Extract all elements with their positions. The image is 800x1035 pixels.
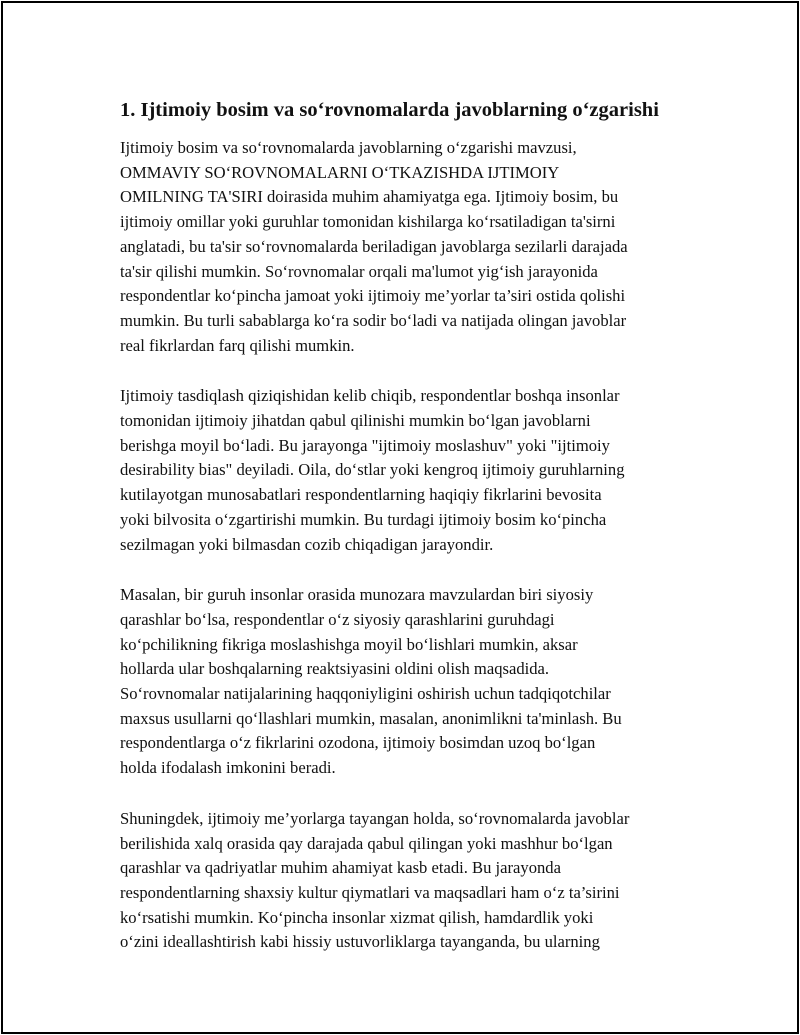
- text-line: berishga moyil bo‘ladi. Bu jarayonga "ijtimoiy moslashuv" yoki "ijtimoiy: [120, 435, 610, 455]
- paragraph-4: [120, 807, 690, 955]
- text-line: holda ifodalash imkonini beradi.: [120, 758, 336, 778]
- text-line: desirability bias" deyiladi. Oila, do‘stlar yoki kengroq ijtimoiy guruhlarning: [120, 460, 625, 480]
- document-body: [120, 97, 690, 981]
- text-line: anglatadi, bu ta'sir so‘rovnomalarda beriladigan javoblarga sezilarli darajada: [120, 236, 628, 256]
- text-line: Shuningdek, ijtimoiy me’yorlarga tayangan holda, so‘rovnomalarda javoblar: [120, 808, 630, 828]
- paragraph-1: [120, 136, 690, 358]
- text-line: Ijtimoiy tasdiqlash qiziqishidan kelib chiqib, respondentlar boshqa insonlar: [120, 386, 620, 406]
- text-line: OMILNING TA'SIRI doirasida muhim ahamiyatga ega. Ijtimoiy bosim, bu: [120, 187, 619, 207]
- text-line: Masalan, bir guruh insonlar orasida munozara mavzulardan biri siyosiy: [120, 585, 594, 605]
- text-line: mumkin. Bu turli sabablarga ko‘ra sodir bo‘ladi va natijada olingan javoblar: [120, 310, 627, 330]
- text-line: ko‘rsatishi mumkin. Ko‘pincha insonlar xizmat qilish, hamdardlik yoki: [120, 907, 594, 927]
- section-heading: 1. Ijtimoiy bosim va so‘rovnomalarda javoblarning o‘zgarishi: [120, 99, 659, 121]
- paragraph-3: [120, 583, 690, 781]
- text-line: respondentlarning shaxsiy kultur qiymatlari va maqsadlari ham o‘z ta’sirini: [120, 882, 620, 902]
- text-line: sezilmagan yoki bilmasdan cozib chiqadigan jarayondir.: [120, 534, 494, 554]
- text-line: maxsus usullarni qo‘llashlari mumkin, masalan, anonimlikni ta'minlash. Bu: [120, 708, 622, 728]
- text-line: ijtimoiy omillar yoki guruhlar tomonidan kishilarga ko‘rsatiladigan ta'sirni: [120, 212, 616, 232]
- text-line: ta'sir qilishi mumkin. So‘rovnomalar orqali ma'lumot yig‘ish jarayonida: [120, 261, 598, 281]
- text-line: kutilayotgan munosabatlari respondentlarning haqiqiy fikrlarini bevosita: [120, 485, 602, 505]
- text-line: Ijtimoiy bosim va so‘rovnomalarda javoblarning o‘zgarishi mavzusi,: [120, 138, 577, 157]
- text-line: hollarda ular boshqalarning reaktsiyasini oldini olish maqsadida.: [120, 659, 550, 679]
- text-line: tomonidan ijtimoiy jihatdan qabul qilinishi mumkin bo‘lgan javoblarni: [120, 411, 591, 431]
- paragraph-2: [120, 384, 690, 557]
- text-line: qarashlar va qadriyatlar muhim ahamiyat kasb etadi. Bu jarayonda: [120, 858, 561, 878]
- text-line: qarashlar bo‘lsa, respondentlar o‘z siyosiy qarashlarini guruhdagi: [120, 609, 555, 629]
- text-line: o‘zini ideallashtirish kabi hissiy ustuvorliklarga tayanganda, bu ularning: [120, 932, 600, 952]
- text-line: yoki bilvosita o‘zgartirishi mumkin. Bu turdagi ijtimoiy bosim ko‘pincha: [120, 509, 607, 529]
- text-line: berilishida xalq orasida qay darajada qabul qilingan yoki mashhur bo‘lgan: [120, 833, 613, 853]
- text-line: ko‘pchilikning fikriga moslashishga moyil bo‘lishlari mumkin, aksar: [120, 634, 578, 654]
- text-line: respondentlarga o‘z fikrlarini ozodona, ijtimoiy bosimdan uzoq bo‘lgan: [120, 733, 596, 753]
- text-line: OMMAVIY SO‘ROVNOMALARNI O‘TKAZISHDA IJTIMOIY: [120, 162, 560, 182]
- page-frame: [1, 1, 799, 1034]
- text-line: So‘rovnomalar natijalarining haqqoniyligini oshirish uchun tadqiqotchilar: [120, 684, 611, 704]
- text-line: respondentlar ko‘pincha jamoat yoki ijtimoiy me’yorlar ta’siri ostida qolishi: [120, 286, 626, 306]
- text-line: real fikrlardan farq qilishi mumkin.: [120, 335, 355, 355]
